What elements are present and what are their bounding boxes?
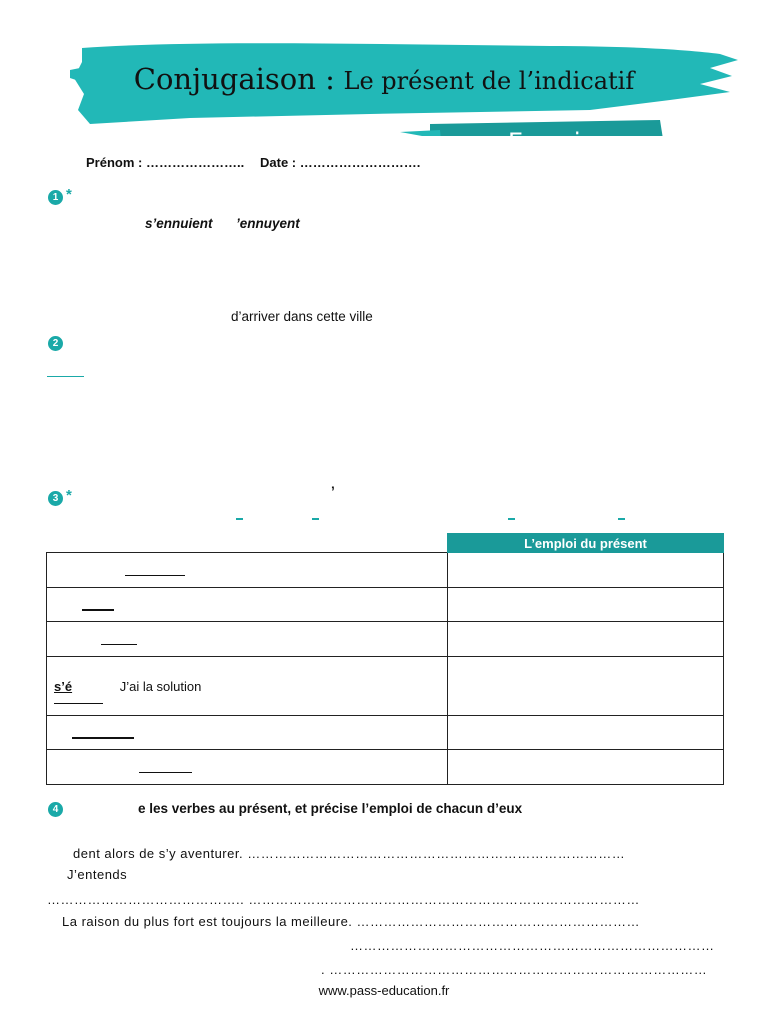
exercise-3-star: * — [66, 487, 72, 504]
table-header-blank — [47, 534, 448, 553]
page-title — [0, 62, 768, 96]
exercise-2-underline — [47, 376, 84, 377]
table-answer-cell[interactable] — [448, 716, 724, 750]
table-sentence-cell — [47, 716, 448, 750]
table-row — [47, 553, 724, 588]
blank-underline — [139, 772, 192, 773]
exercise-3-number: 3 — [48, 491, 63, 506]
exercise-4-number: 4 — [48, 802, 63, 817]
exercise-1-word-a: s’ennuient — [145, 216, 213, 231]
table-row — [47, 588, 724, 622]
dash-mark — [618, 518, 625, 520]
table-header-row — [47, 534, 724, 553]
prenom-field[interactable]: Prénom : ………………….. — [86, 155, 245, 170]
table-row — [47, 657, 724, 716]
footer-url[interactable]: www.pass-education.fr — [318, 983, 450, 998]
table-row — [47, 716, 724, 750]
exercise-4-line-2: J’entends — [67, 867, 128, 882]
exercise-4-line-1[interactable]: dent alors de s’y aventurer. ………………………………………………………………………… — [73, 846, 626, 861]
blank-underline — [72, 737, 134, 739]
dash-mark — [312, 518, 319, 520]
table-sentence-cell — [47, 553, 448, 588]
table-answer-cell[interactable] — [448, 553, 724, 588]
dash-mark — [236, 518, 243, 520]
row-4-text: J’ai la solution — [119, 678, 202, 694]
blank-underline — [54, 703, 103, 704]
table-sentence-cell — [47, 750, 448, 785]
exercise-1-star: * — [66, 186, 72, 203]
exercise-4-line-3[interactable]: …………………………………….. …………………………………………………………………………… — [47, 892, 640, 907]
exercise-1-word-b: ’ennuyent — [236, 216, 300, 231]
table-row — [47, 750, 724, 785]
table-answer-cell[interactable] — [448, 622, 724, 657]
row-4-prefix: s’é — [54, 678, 73, 694]
exercise-2-number: 2 — [48, 336, 63, 351]
exercise-4-line-6[interactable]: . ………………………………………………………………………… — [321, 962, 708, 977]
table-answer-cell[interactable] — [448, 657, 724, 716]
exercise-1-number: 1 — [48, 190, 63, 205]
exercise-3-mark: ’ — [331, 484, 335, 499]
blank-underline — [82, 609, 114, 611]
table-answer-cell[interactable] — [448, 750, 724, 785]
exercises-badge: Exercices — [508, 128, 622, 156]
exercise-1-line: d’arriver dans cette ville — [231, 309, 373, 324]
exercise-4-instruction: e les verbes au présent, et précise l’emploi de chacun d’eux — [138, 801, 523, 816]
title-main: Conjugaison : — [133, 62, 335, 96]
present-usage-table — [46, 533, 724, 785]
blank-underline — [125, 575, 185, 576]
date-field[interactable]: Date : ………………………. — [260, 155, 421, 170]
table-sentence-cell — [47, 622, 448, 657]
table-row — [47, 622, 724, 657]
exercise-4-line-5[interactable]: ……………………………………………………………………… — [350, 938, 715, 953]
exercise-4-line-4[interactable]: La raison du plus fort est toujours la meilleure. ……………………………………………………… — [62, 914, 641, 929]
table-sentence-cell — [47, 588, 448, 622]
blank-underline — [101, 644, 137, 645]
table-sentence-cell — [47, 657, 448, 716]
title-sub: Le présent de l’indicatif — [343, 67, 635, 95]
table-answer-cell[interactable] — [448, 588, 724, 622]
dash-mark — [508, 518, 515, 520]
table-header-usage: L’emploi du présent — [448, 534, 724, 553]
